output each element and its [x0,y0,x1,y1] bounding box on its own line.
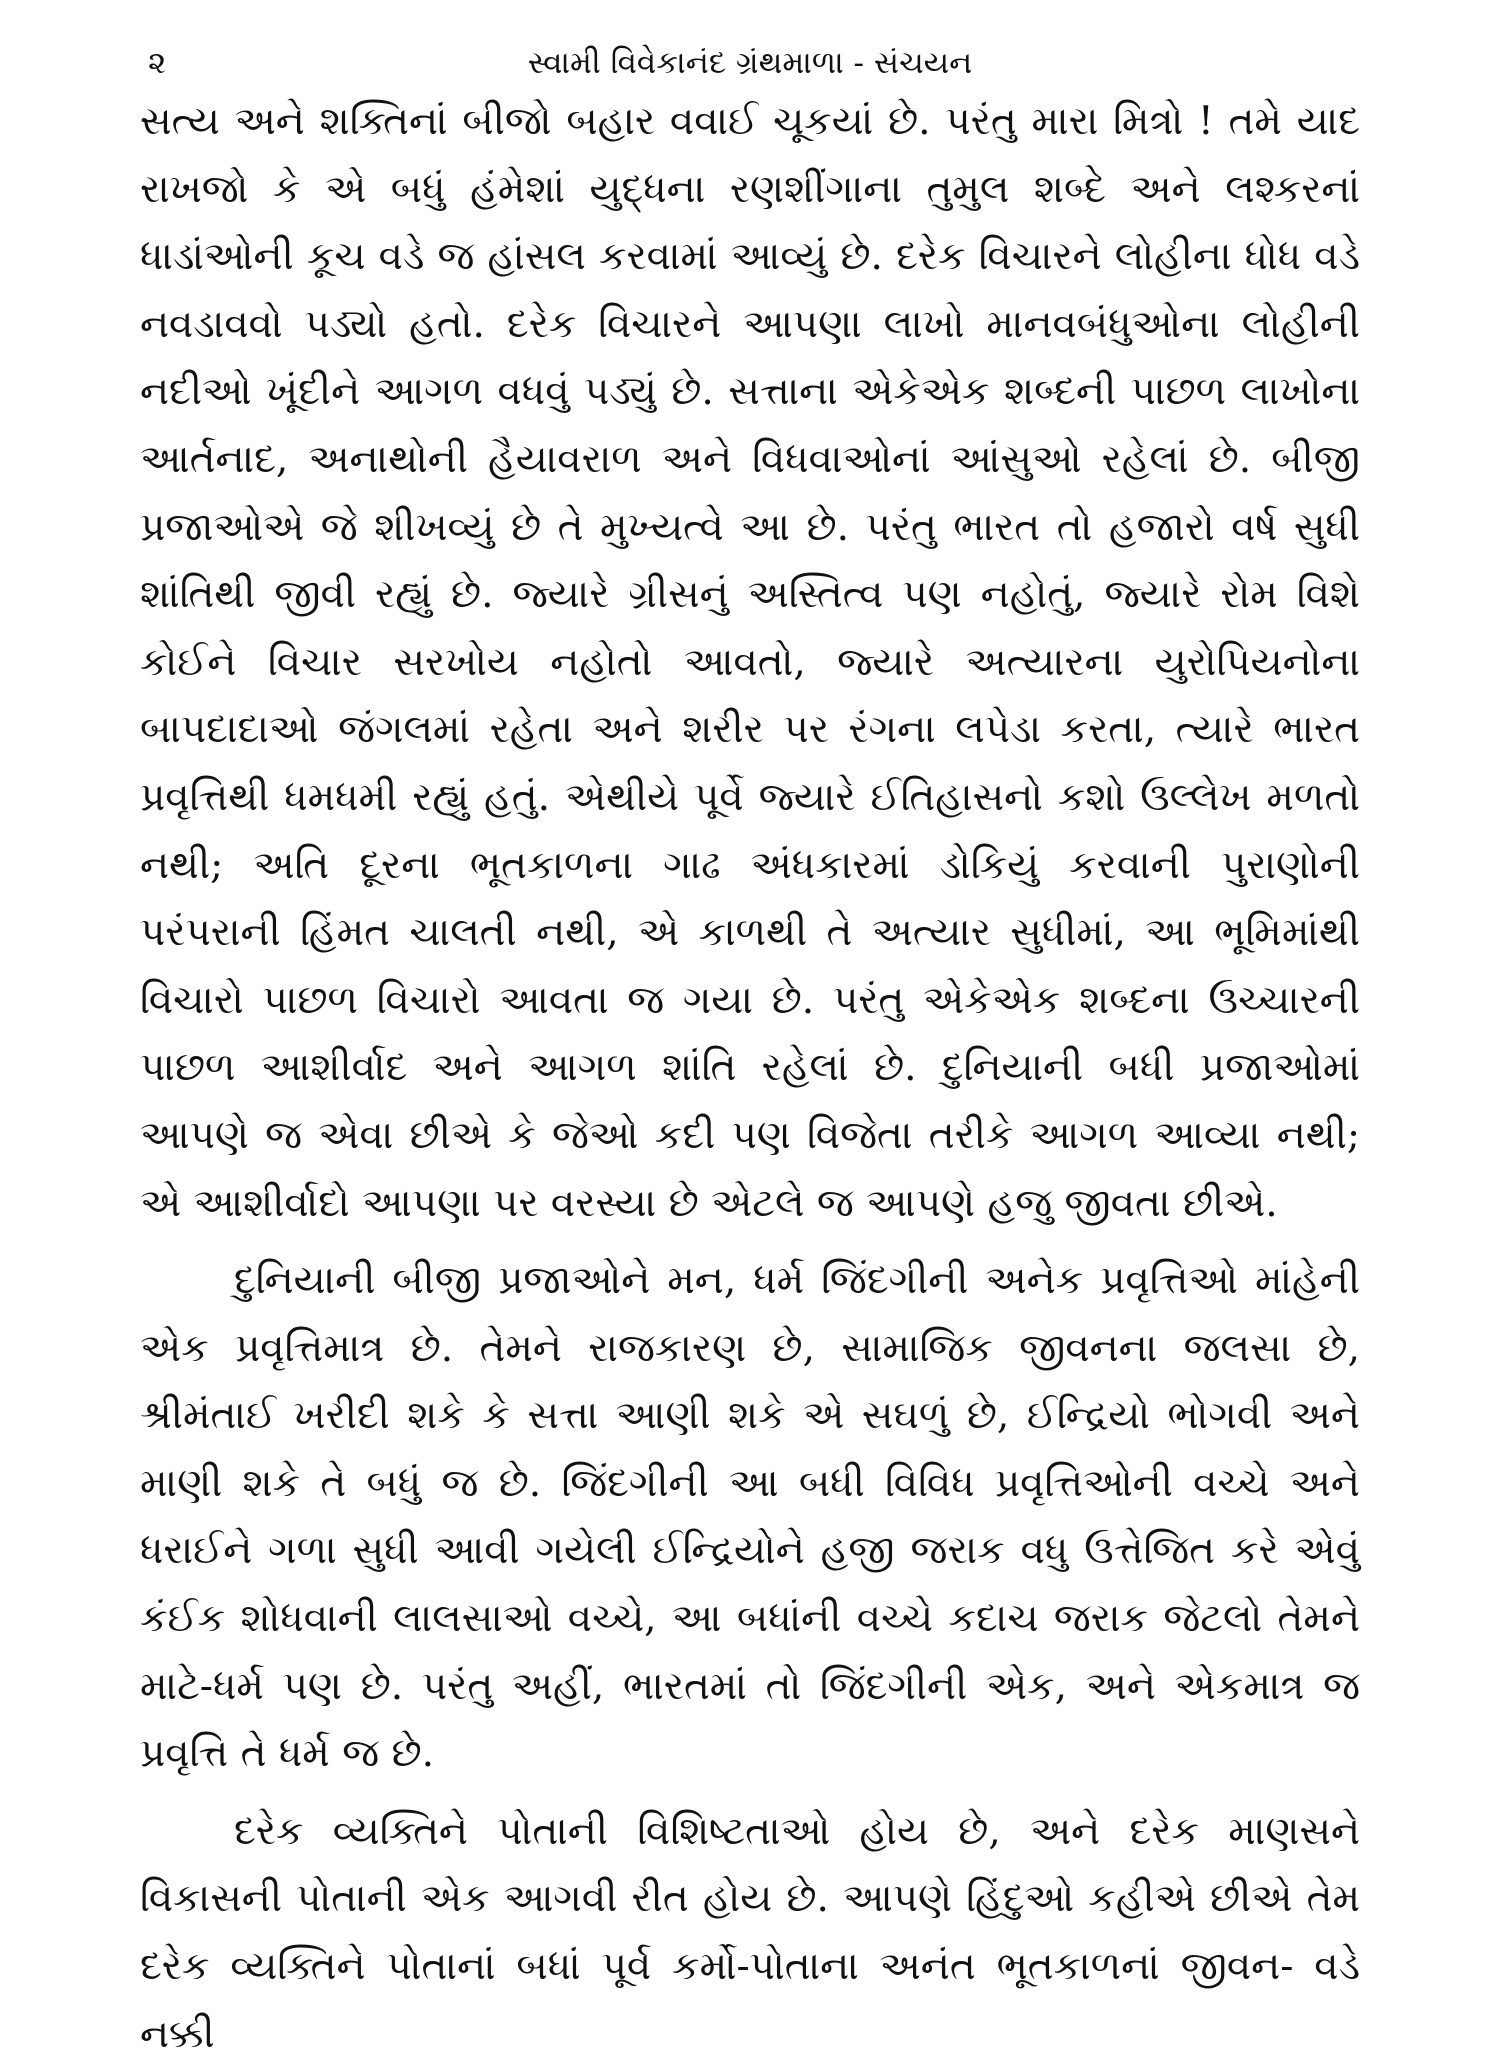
book-page [140,38,1360,2068]
paragraph: સત્ય અને શક્તિનાં બીજો બહાર વવાઈ ચૂકયાં છે. પરંતુ મારા મિત્રો ! તમે યાદ રાખજો કે એ બધું હંમેશાં યુદ્ધના રણશીંગાના તુમુલ શબ્દે અને લશ્કરનાં ધાડાંઓની કૂચ વડે જ હાંસલ કરવામાં આવ્યું છે. દરેક વિચારને લોહીના ધોધ વડે નવડાવવો પડ્યો હતો. દરેક વિચારને આપણા લાખો માનવબંધુઓના લોહીની નદીઓ ખૂંદીને આગળ વધવું પડ્યું છે. સત્તાના એકેએક શબ્દની પાછળ લાખોના આર્તનાદ, અનાથોની હૈયાવરાળ અને વિધવાઓનાં આંસુઓ રહેલાં છે. બીજી પ્રજાઓએ જે શીખવ્યું છે તે મુખ્યત્વે આ છે. પરંતુ ભારત તો હજારો વર્ષ સુધી શાંતિથી જીવી રહ્યું છે. જ્યારે ગ્રીસનું અસ્તિત્વ પણ નહોતું, જ્યારે રોમ વિશે કોઈને વિચાર સરખોય નહોતો આવતો, જ્યારે અત્યારના યુરોપિયનોના બાપદાદાઓ જંગલમાં રહેતા અને શરીર પર રંગના લપેડા કરતા, ત્યારે ભારત પ્રવૃત્તિથી ધમધમી રહ્યું હતું. એથીયે પૂર્વે જ્યારે ઈતિહાસનો કશો ઉલ્લેખ મળતો નથી; અતિ દૂરના ભૂતકાળના ગાઢ અંધકારમાં ડોકિયું કરવાની પુરાણોની પરંપરાની હિંમત ચાલતી નથી, એ કાળથી તે અત્યાર સુધીમાં, આ ભૂમિમાંથી વિચારો પાછળ વિચારો આવતા જ ગયા છે. પરંતુ એકેએક શબ્દના ઉચ્ચારની પાછળ આશીર્વાદ અને આગળ શાંતિ રહેલાં છે. દુનિયાની બધી પ્રજાઓમાં આપણે જ એવા છીએ કે જેઓ કદી પણ વિજેતા તરીકે આગળ આવ્યા નથી; એ આશીર્વાદો આપણા પર વરસ્યા છે એટલે જ આપણે હજુ જીવતા છીએ. [140,99,1360,1226]
page-number: ૨ [148,45,167,81]
book-title: સ્વામી વિવેકાનંદ ગ્રંથમાળા - સંચયન [527,45,973,81]
running-header [140,38,1360,88]
paragraph: દુનિયાની બીજી પ્રજાઓને મન, ધર્મ જિંદગીની અનેક પ્રવૃત્તિઓ માંહેની એક પ્રવૃત્તિમાત્ર છે. તેમને રાજકારણ છે, સામાજિક જીવનના જલસા છે, શ્રીમંતાઈ ખરીદી શકે કે સત્તા આણી શકે એ સઘળું છે, ઈન્દ્રિયો ભોગવી અને માણી શકે તે બધું જ છે. જિંદગીની આ બધી વિવિધ પ્રવૃત્તિઓની વચ્ચે અને ધરાઈને ગળા સુધી આવી ગયેલી ઈન્દ્રિયોને હજી જરાક વધુ ઉત્તેજિત કરે એવું કંઈક શોધવાની લાલસાઓ વચ્ચે, આ બધાંની વચ્ચે કદાચ જરાક જેટલો તેમને માટે-ધર્મ પણ છે. પરંતુ અહીં, ભારતમાં તો જિંદગીની એક, અને એકમાત્ર જ પ્રવૃત્તિ તે ધર્મ જ છે. [140,1258,1360,1777]
paragraph: દરેક વ્યક્તિને પોતાની વિશિષ્ટતાઓ હોય છે, અને દરેક માણસને વિકાસની પોતાની એક આગવી રીત હોય છે. આપણે હિંદુઓ કહીએ છીએ તેમ દરેક વ્યક્તિને પોતાનાં બધાં પૂર્વ કર્મો-પોતાના અનંત ભૂતકાળનાં જીવન- વડે નક્કી [140,1808,1360,2057]
body-text [140,88,1360,2068]
